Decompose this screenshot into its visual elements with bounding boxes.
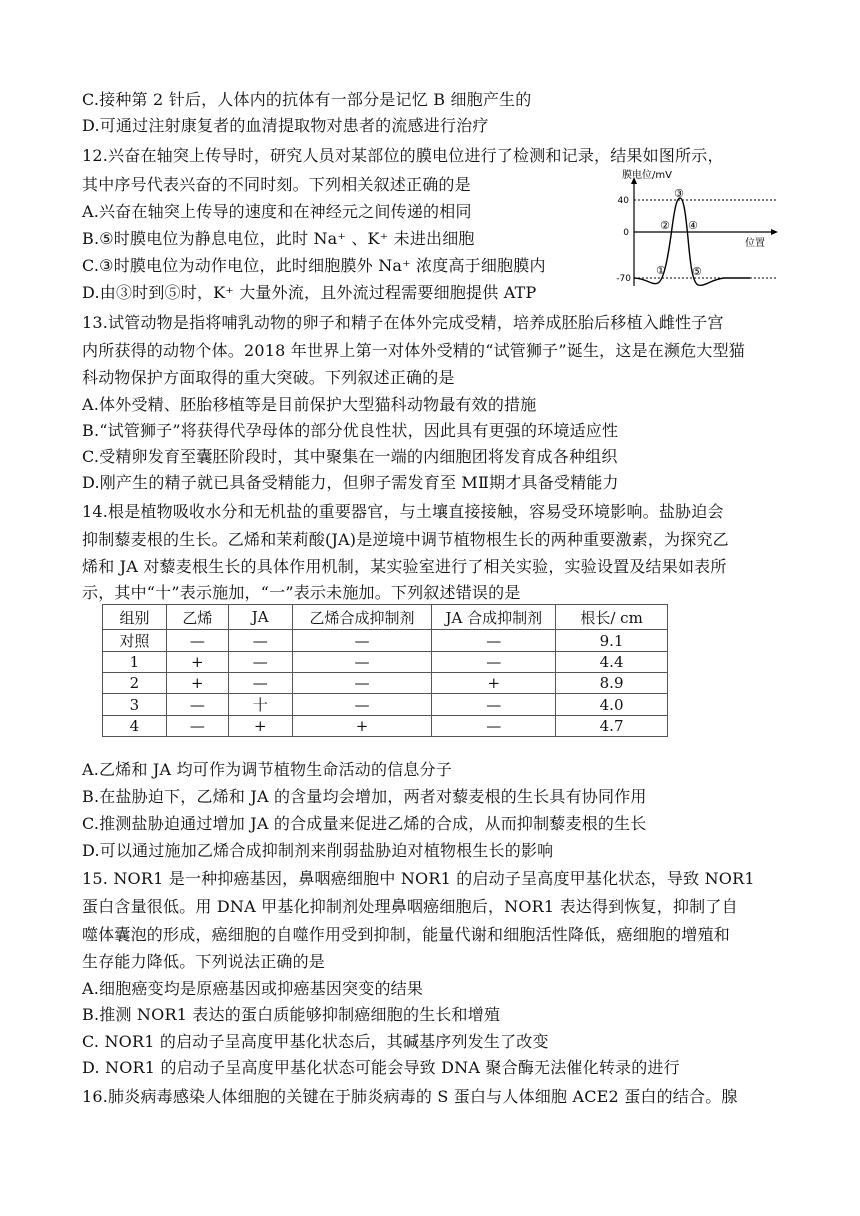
table-row <box>103 652 668 673</box>
text-line: 蛋白含量很低。用 DNA 甲基化抑制剂处理鼻咽癌细胞后，NOR1 表达得到恢复，抑制了自 <box>82 897 738 916</box>
question-13-stem: 13.试管动物是指将哺乳动物的卵子和精子在体外完成受精，培养成胚胎后移植入雌性子宫 <box>82 313 724 332</box>
text-line: 生存能力降低。下列说法正确的是 <box>82 952 326 971</box>
tick-40: 40 <box>617 196 629 206</box>
text-line: D.可通过注射康复者的血清提取物对患者的流感进行治疗 <box>82 116 489 135</box>
table-row <box>103 673 668 694</box>
table-cell: 对照 <box>103 630 167 652</box>
table-cell: — <box>432 630 556 652</box>
tick-minus70: -70 <box>616 274 631 284</box>
table-cell: 4.7 <box>556 716 668 737</box>
x-axis-arrow <box>771 229 778 235</box>
tick-0: 0 <box>623 228 629 238</box>
table-cell: 2 <box>103 673 167 694</box>
table-cell: — <box>432 694 556 716</box>
option-c: C.③时膜电位为动作电位，此时细胞膜外 Na⁺ 浓度高于细胞膜内 <box>82 256 546 275</box>
table-cell: + <box>432 673 556 694</box>
text-line: 其中序号代表兴奋的不同时刻。下列相关叙述正确的是 <box>82 175 471 194</box>
header-cell: 根长/ cm <box>556 605 668 630</box>
table-cell: 4 <box>103 716 167 737</box>
option-d: D.可以通过施加乙烯合成抑制剂来削弱盐胁迫对植物根生长的影响 <box>82 841 554 860</box>
table-row <box>103 716 668 737</box>
table-cell: — <box>292 630 432 652</box>
option-d: D.刚产生的精子就已具备受精能力，但卵子需发育至 MⅡ期才具备受精能力 <box>82 473 619 492</box>
table-cell: 8.9 <box>556 673 668 694</box>
option-c: C. NOR1 的启动子呈高度甲基化状态后，其碱基序列发生了改变 <box>82 1032 549 1051</box>
text-line: 内所获得的动物个体。2018 年世界上第一对体外受精的“试管狮子”诞生，这是在濒危大型猫 <box>82 341 745 360</box>
option-b: B.⑤时膜电位为静息电位，此时 Na⁺ 、K⁺ 未进出细胞 <box>82 229 475 248</box>
option-a: A.兴奋在轴突上传导的速度和在神经元之间传递的相同 <box>82 202 472 221</box>
header-cell: 乙烯合成抑制剂 <box>292 605 432 630</box>
marker-3: ③ <box>674 187 684 200</box>
question-12-stem: 12.兴奋在轴突上传导时，研究人员对某部位的膜电位进行了检测和记录，结果如图所示， <box>82 146 724 165</box>
table-cell: — <box>228 673 292 694</box>
text-line: 科动物保护方面取得的重大突破。下列叙述正确的是 <box>82 368 455 387</box>
text-line: 示，其中“十”表示施加，“一”表示未施加。下列叙述错误的是 <box>82 583 521 602</box>
experiment-table <box>102 604 668 737</box>
text-line: 抑制藜麦根的生长。乙烯和茉莉酸(JA)是逆境中调节植物根生长的两种重要激素，为探究乙 <box>82 530 729 549</box>
table-cell: 4.4 <box>556 652 668 673</box>
text-line: C.接种第 2 针后，人体内的抗体有一部分是记忆 B 细胞产生的 <box>82 90 532 109</box>
marker-2: ② <box>660 219 670 232</box>
option-a: A.体外受精、胚胎移植等是目前保护大型猫科动物最有效的措施 <box>82 395 537 414</box>
question-15-stem: 15. NOR1 是一种抑癌基因，鼻咽癌细胞中 NOR1 的启动子呈高度甲基化状态，导致 NOR1 <box>82 869 755 888</box>
marker-5: ⑤ <box>692 265 702 278</box>
option-a: A.乙烯和 JA 均可作为调节植物生命活动的信息分子 <box>82 760 452 779</box>
table-cell: — <box>166 630 228 652</box>
table-cell: — <box>228 652 292 673</box>
table-cell: — <box>166 716 228 737</box>
option-d: D.由③时到⑤时，K⁺ 大量外流，且外流过程需要细胞提供 ATP <box>82 283 537 302</box>
table-cell: + <box>166 673 228 694</box>
table-cell: — <box>432 652 556 673</box>
marker-1: ① <box>656 264 666 277</box>
option-c: C.受精卵发育至囊胚阶段时，其中聚集在一端的内细胞团将发育成各种组织 <box>82 447 618 466</box>
table-row <box>103 694 668 716</box>
table-cell: — <box>432 716 556 737</box>
y-axis-label: 膜电位/mV <box>622 170 672 181</box>
question-14-stem: 14.根是植物吸收水分和无机盐的重要器官，与土壤直接接触，容易受环境影响。盐胁迫会 <box>82 502 724 521</box>
table-cell: — <box>292 694 432 716</box>
table-cell: 4.0 <box>556 694 668 716</box>
table-cell: — <box>292 673 432 694</box>
membrane-potential-figure <box>600 168 780 293</box>
header-cell: 组别 <box>103 605 167 630</box>
table-header-row <box>103 605 668 630</box>
marker-4: ④ <box>688 219 698 232</box>
table-cell: + <box>166 652 228 673</box>
option-d: D. NOR1 的启动子呈高度甲基化状态可能会导致 DNA 聚合酶无法催化转录的进行 <box>82 1058 680 1077</box>
table-row <box>103 630 668 652</box>
option-b: B.推测 NOR1 表达的蛋白质能够抑制癌细胞的生长和增殖 <box>82 1005 501 1024</box>
question-16-stem: 16.肺炎病毒感染人体细胞的关键在于肺炎病毒的 S 蛋白与人体细胞 ACE2 蛋白的结合。腺 <box>82 1087 738 1106</box>
header-cell: JA <box>228 605 292 630</box>
table-cell: + <box>228 716 292 737</box>
option-b: B.“试管狮子”将获得代孕母体的部分优良性状，因此具有更强的环境适应性 <box>82 421 619 440</box>
table-cell: — <box>292 652 432 673</box>
table-cell: 3 <box>103 694 167 716</box>
table-cell: — <box>166 694 228 716</box>
table-cell: 9.1 <box>556 630 668 652</box>
table-cell: — <box>228 630 292 652</box>
option-b: B.在盐胁迫下，乙烯和 JA 的含量均会增加，两者对藜麦根的生长具有协同作用 <box>82 787 647 806</box>
table-cell: 十 <box>228 694 292 716</box>
table-cell: + <box>292 716 432 737</box>
header-cell: 乙烯 <box>166 605 228 630</box>
table-cell: 1 <box>103 652 167 673</box>
header-cell: JA 合成抑制剂 <box>432 605 556 630</box>
x-axis-label: 位置 <box>745 238 765 249</box>
option-c: C.推测盐胁迫通过增加 JA 的合成量来促进乙烯的合成，从而抑制藜麦根的生长 <box>82 814 647 833</box>
text-line: 噬体囊泡的形成，癌细胞的自噬作用受到抑制，能量代谢和细胞活性降低，癌细胞的增殖和 <box>82 925 731 944</box>
text-line: 烯和 JA 对藜麦根生长的具体作用机制，某实验室进行了相关实验，实验设置及结果如表所 <box>82 557 727 576</box>
option-a: A.细胞癌变均是原癌基因或抑癌基因突变的结果 <box>82 979 424 998</box>
